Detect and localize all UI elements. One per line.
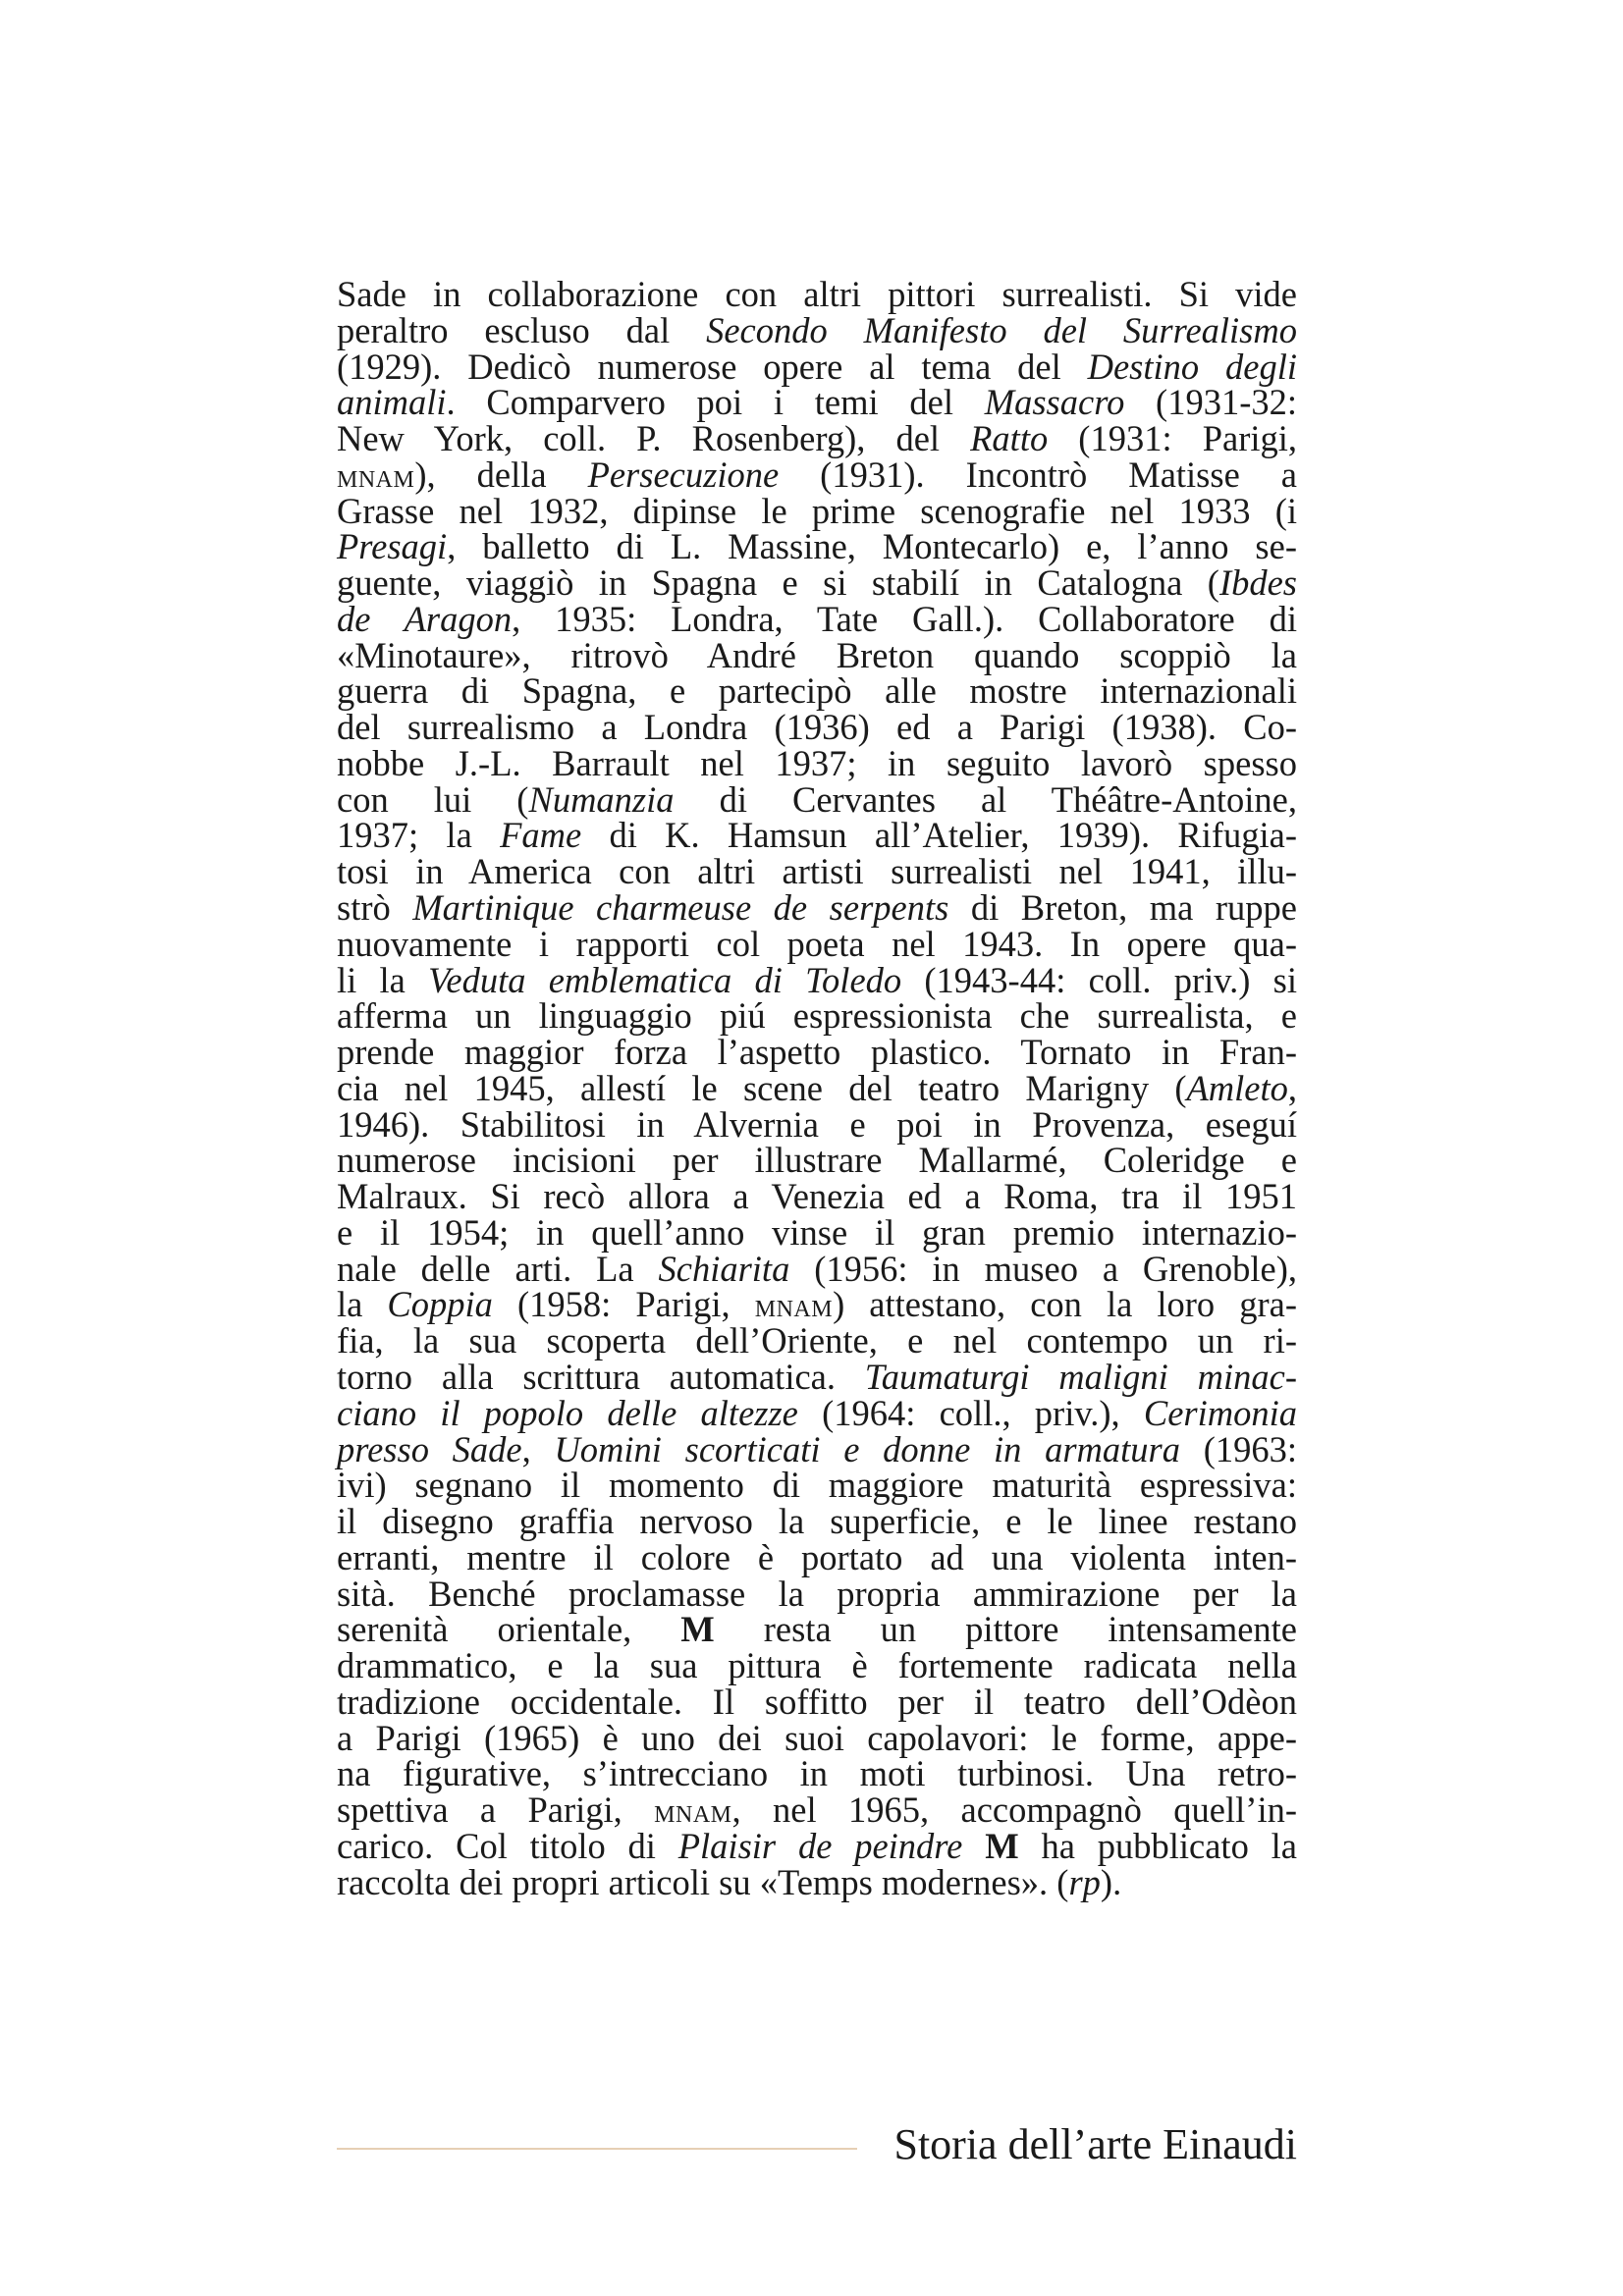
text-segment: con lui ( xyxy=(337,778,529,820)
italic-text: Uomini scorticati e donne in armatura xyxy=(554,1428,1180,1469)
text-segment: , xyxy=(1287,1067,1297,1108)
text-segment: tosi in America con altri artisti surrealisti nel 1941, illu- xyxy=(337,851,1297,892)
text-segment: drammatico, e la sua pittura è fortemente radicata nella xyxy=(337,1645,1297,1686)
italic-text: Ratto xyxy=(970,418,1049,459)
text-segment: li la xyxy=(337,959,429,1000)
text-segment: , balletto di L. Massine, Montecarlo) e, l’anno se- xyxy=(447,526,1297,567)
text-segment: sità. Benché proclamasse la propria ammirazione per la xyxy=(337,1573,1297,1614)
text-segment: ) attestano, con la loro gra- xyxy=(833,1284,1298,1325)
text-line xyxy=(337,346,1297,387)
italic-text: Secondo Manifesto del Surrealismo xyxy=(706,309,1297,350)
italic-text: Plaisir de peindre xyxy=(677,1825,963,1866)
text-line xyxy=(337,707,1297,748)
italic-text: rp xyxy=(1068,1861,1101,1902)
text-segment: guerra di Spagna, e partecipò alle mostre internazionali xyxy=(337,670,1297,712)
text-line xyxy=(337,1753,1297,1794)
text-segment: torno alla scrittura automatica. xyxy=(337,1356,865,1397)
text-line xyxy=(337,1392,1297,1433)
text-segment: il disegno graffia nervoso la superficie, e le linee restano xyxy=(337,1501,1297,1542)
text-segment: 1937; la xyxy=(337,815,501,856)
text-segment: Malraux. Si recò allora a Venezia ed a Roma, tra il 1951 xyxy=(337,1176,1297,1217)
text-line xyxy=(337,1645,1297,1686)
italic-text: Destino degli xyxy=(1087,346,1297,387)
italic-text: Coppia xyxy=(387,1284,493,1325)
text-segment: na figurative, s’intrecciano in moti turbinosi. Una retro- xyxy=(337,1753,1297,1794)
text-segment: ivi) segnano il momento di maggiore maturità espressiva: xyxy=(337,1465,1297,1506)
italic-text: presso Sade xyxy=(337,1428,522,1469)
text-segment: (1943-44: coll. priv.) si xyxy=(901,959,1297,1000)
italic-text: Fame xyxy=(500,815,582,856)
italic-text: ciano il popolo delle altezze xyxy=(337,1392,798,1433)
footer-title: Storia dell’arte Einaudi xyxy=(893,2120,1297,2168)
text-segment: nobbe J.-L. Barrault nel 1937; in seguito lavorò spesso xyxy=(337,742,1297,783)
text-segment: prende maggior forza l’aspetto plastico. Tornato in Fran- xyxy=(337,1032,1297,1073)
body-text xyxy=(337,274,1298,1902)
text-segment: (1931). Incontrò Matisse a xyxy=(779,454,1297,495)
text-line xyxy=(337,1211,1297,1253)
text-segment: la xyxy=(337,1284,388,1325)
text-line xyxy=(337,887,1297,929)
text-line xyxy=(337,1320,1297,1362)
text-line xyxy=(337,1356,1297,1397)
text-line xyxy=(337,634,1297,675)
italic-text: Amleto xyxy=(1186,1067,1288,1108)
text-segment: peraltro escluso dal xyxy=(337,309,707,350)
text-line xyxy=(337,959,1297,1000)
text-segment: guente, viaggiò in Spagna e si stabilí in Catalogna ( xyxy=(337,562,1219,604)
text-line xyxy=(337,562,1297,604)
text-line xyxy=(337,1176,1297,1217)
text-segment: ), della xyxy=(414,454,588,495)
text-line xyxy=(337,1861,1297,1902)
italic-text: Presagi xyxy=(337,526,448,567)
text-line xyxy=(337,526,1297,567)
text-segment: tradizione occidentale. Il soffitto per il teatro dell’Odèon xyxy=(337,1681,1297,1722)
italic-text: Cerimonia xyxy=(1143,1392,1297,1433)
text-segment: fia, la sua scoperta dell’Oriente, e nel contempo un ri- xyxy=(337,1320,1297,1362)
text-segment: «Minotaure», ritrovò André Breton quando scoppiò la xyxy=(337,634,1297,675)
text-line xyxy=(337,598,1297,639)
text-segment: di K. Hamsun all’Atelier, 1939). Rifugia- xyxy=(581,815,1297,856)
italic-text: Veduta emblematica di Toledo xyxy=(428,959,902,1000)
bold-text: M xyxy=(985,1825,1019,1866)
text-segment: , 1935: Londra, Tate Gall.). Collaboratore di xyxy=(512,598,1297,639)
text-segment: , nel 1965, accompagnò quell’in- xyxy=(731,1789,1297,1831)
text-segment: carico. Col titolo di xyxy=(337,1825,678,1866)
text-line xyxy=(337,778,1297,820)
text-segment xyxy=(962,1826,985,1866)
italic-text: Massacro xyxy=(984,382,1125,423)
text-segment: numerose incisioni per illustrare Mallarmé, Coleridge e xyxy=(337,1140,1297,1181)
text-segment: resta un pittore intensamente xyxy=(714,1609,1297,1650)
text-line xyxy=(337,1717,1297,1758)
text-line xyxy=(337,1103,1297,1145)
text-line xyxy=(337,1609,1297,1650)
text-line xyxy=(337,1067,1297,1108)
text-segment: strò xyxy=(337,887,413,929)
text-segment: e il 1954; in quell’anno vinse il gran premio internazio- xyxy=(337,1211,1297,1253)
footer-rule xyxy=(337,2148,857,2150)
text-segment: cia nel 1945, allestí le scene del teatro Marigny ( xyxy=(337,1067,1187,1108)
text-segment: (1931-32: xyxy=(1124,382,1297,423)
text-segment: erranti, mentre il colore è portato ad una violenta inten- xyxy=(337,1536,1297,1577)
text-segment: del surrealismo a Londra (1936) ed a Parigi (1938). Co- xyxy=(337,707,1297,748)
text-line xyxy=(337,382,1297,423)
text-line xyxy=(337,490,1297,531)
text-line xyxy=(337,418,1298,459)
text-segment: serenità orientale, xyxy=(337,1609,681,1650)
text-segment: Grasse nel 1932, dipinse le prime scenografie nel 1933 (i xyxy=(337,490,1297,531)
text-line xyxy=(337,1573,1297,1614)
text-segment: (1931: Parigi, xyxy=(1048,418,1298,459)
text-line xyxy=(337,274,1297,314)
text-line xyxy=(337,1465,1297,1506)
text-segment: afferma un linguaggio piú espressionista che surrealista, e xyxy=(337,995,1297,1037)
small-caps-text: mnam xyxy=(337,457,415,495)
text-line xyxy=(337,1428,1297,1469)
text-line xyxy=(337,1681,1297,1722)
text-segment: (1964: coll., priv.), xyxy=(797,1392,1144,1433)
text-line xyxy=(337,1501,1297,1542)
text-segment: (1929). Dedicò numerose opere al tema del xyxy=(337,346,1088,387)
text-segment: New York, coll. P. Rosenberg), del xyxy=(337,418,971,459)
text-line xyxy=(337,1248,1297,1289)
italic-text: Persecuzione xyxy=(587,454,780,495)
text-line xyxy=(337,309,1297,350)
text-line xyxy=(337,670,1297,712)
text-line xyxy=(337,1140,1297,1181)
text-segment: (1958: Parigi, xyxy=(492,1284,755,1325)
small-caps-text: mnam xyxy=(654,1793,732,1831)
bold-text: M xyxy=(680,1609,715,1650)
text-segment: nale delle arti. La xyxy=(337,1248,659,1289)
text-line xyxy=(337,995,1297,1037)
text-segment: di Cervantes al Théâtre-Antoine, xyxy=(674,778,1297,820)
text-line xyxy=(337,742,1297,783)
text-segment: (1963: xyxy=(1180,1428,1297,1469)
text-line xyxy=(337,1032,1297,1073)
text-line xyxy=(337,851,1297,892)
text-segment: . Comparvero poi i temi del xyxy=(446,382,985,423)
text-segment: ha pubblicato la xyxy=(1018,1825,1297,1866)
text-line xyxy=(337,1789,1297,1831)
italic-text: Taumaturgi maligni minac- xyxy=(864,1356,1297,1397)
italic-text: de Aragon xyxy=(337,598,513,639)
text-segment: 1946). Stabilitosi in Alvernia e poi in Provenza, eseguí xyxy=(337,1103,1297,1145)
italic-text: Numanzia xyxy=(528,778,675,820)
italic-text: Schiarita xyxy=(658,1248,790,1289)
text-line xyxy=(337,815,1297,856)
text-segment: raccolta dei propri articoli su «Temps modernes». ( xyxy=(337,1861,1069,1902)
text-line xyxy=(337,1284,1298,1325)
text-line xyxy=(337,454,1297,495)
text-segment: nuovamente i rapporti col poeta nel 1943. In opere qua- xyxy=(337,923,1297,964)
text-segment: a Parigi (1965) è uno dei suoi capolavori: le forme, appe- xyxy=(337,1717,1297,1758)
text-segment: , xyxy=(521,1428,555,1469)
italic-text: Martinique charmeuse de serpents xyxy=(412,887,949,929)
italic-text: animali xyxy=(337,382,447,423)
text-segment: (1956: in museo a Grenoble), xyxy=(789,1248,1297,1289)
italic-text: Ibdes xyxy=(1218,562,1297,604)
text-line xyxy=(337,1825,1297,1866)
text-segment: ). xyxy=(1100,1861,1122,1902)
text-segment: di Breton, ma ruppe xyxy=(948,887,1297,929)
text-segment: Sade in collaborazione con altri pittori surrealisti. Si vide xyxy=(337,274,1297,314)
text-line xyxy=(337,923,1297,964)
small-caps-text: mnam xyxy=(754,1288,834,1325)
text-line xyxy=(337,1536,1297,1577)
text-segment: spettiva a Parigi, xyxy=(337,1789,655,1831)
